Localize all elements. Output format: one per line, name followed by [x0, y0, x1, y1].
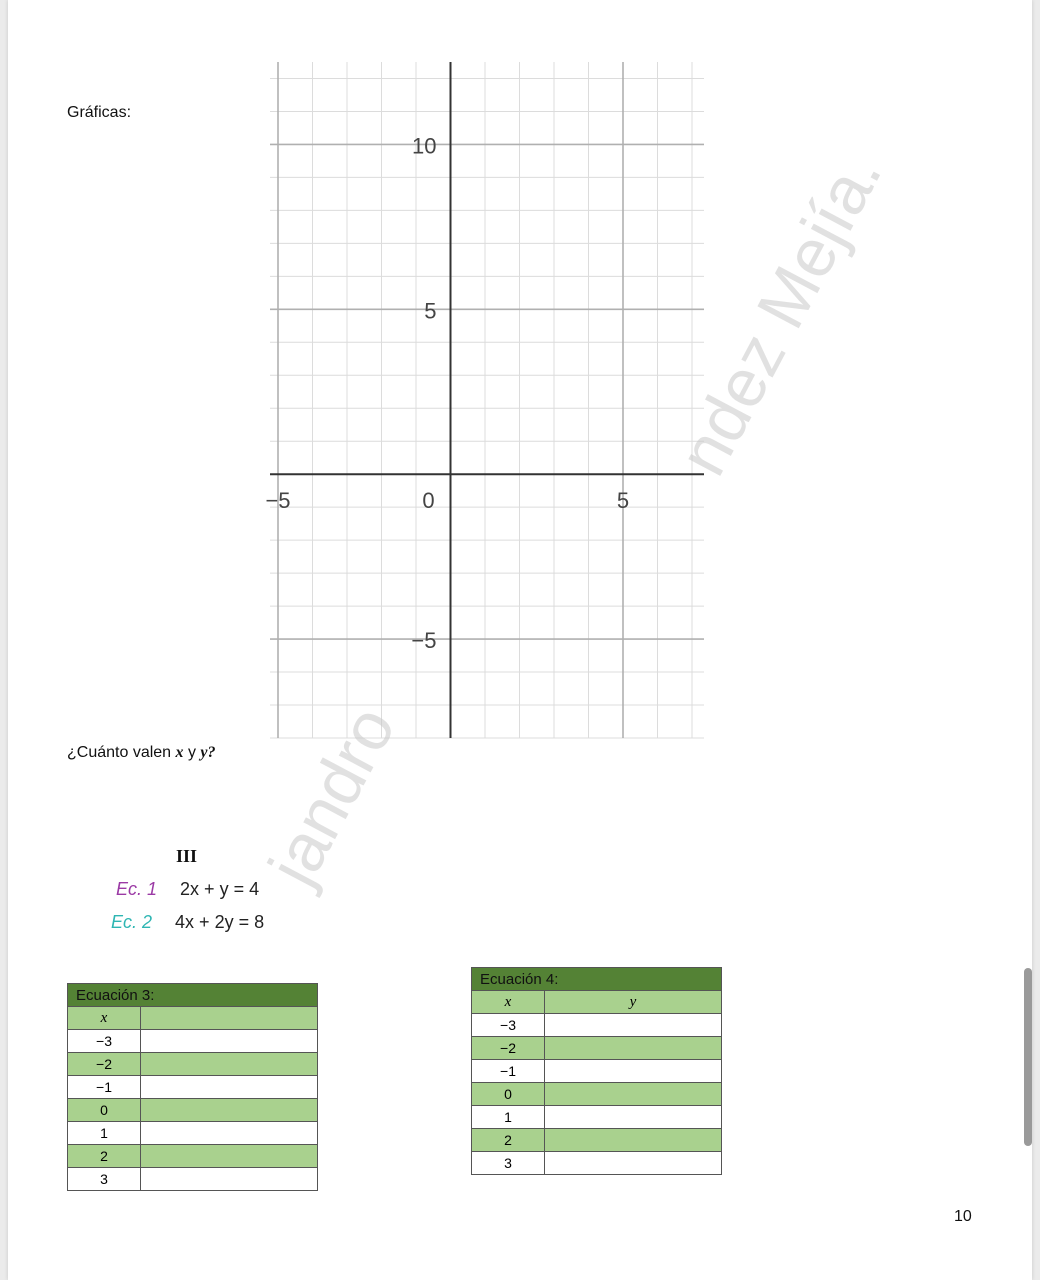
- x-tick-label: −5: [265, 488, 291, 514]
- grid-svg: [265, 62, 704, 738]
- equation-2-expr: 4x + 2y = 8: [175, 912, 265, 932]
- table3-title: Ecuación 3:: [68, 984, 318, 1007]
- watermark-text-2: jandro: [254, 694, 410, 898]
- table4-x-cell: −1: [472, 1060, 545, 1083]
- question-text: [67, 744, 216, 762]
- table4-x-cell: −3: [472, 1014, 545, 1037]
- table4-x-cell: −2: [472, 1037, 545, 1060]
- equation-1-tag: Ec. 1: [116, 879, 158, 899]
- table-ecuacion-3: [67, 983, 318, 1191]
- table-ecuacion-4: [471, 967, 722, 1175]
- section-number: III: [176, 846, 198, 866]
- table3-y-cell[interactable]: [141, 1076, 318, 1099]
- equation-1-expr: 2x + y = 4: [180, 879, 260, 899]
- x-tick-label: 0: [422, 488, 435, 514]
- table3-y-header[interactable]: [141, 1007, 318, 1030]
- page-number: 10: [954, 1208, 972, 1225]
- table4-x-cell: 0: [472, 1083, 545, 1106]
- table3-x-cell: −2: [68, 1053, 141, 1076]
- question-var-y: y: [200, 744, 208, 761]
- table4-y-cell[interactable]: [545, 1014, 722, 1037]
- table4-x-header: x: [472, 991, 545, 1014]
- question-mark: ?: [207, 744, 216, 761]
- question-prefix: ¿Cuánto valen: [67, 744, 176, 761]
- table3-x-cell: 0: [68, 1099, 141, 1122]
- table4-x-cell: 2: [472, 1129, 545, 1152]
- table4-x-cell: 1: [472, 1106, 545, 1129]
- table3-x-cell: 1: [68, 1122, 141, 1145]
- document-page: [8, 0, 1032, 1280]
- table4-y-cell[interactable]: [545, 1152, 722, 1175]
- table4-y-cell[interactable]: [545, 1060, 722, 1083]
- y-tick-label: −5: [411, 628, 437, 654]
- table4-y-cell[interactable]: [545, 1037, 722, 1060]
- table3-x-cell: −1: [68, 1076, 141, 1099]
- equation-2-tag: Ec. 2: [111, 912, 153, 932]
- table4-y-cell[interactable]: [545, 1129, 722, 1152]
- question-mid: y: [183, 744, 201, 761]
- equation-2: [111, 912, 264, 933]
- coordinate-grid: [265, 62, 704, 743]
- watermark-text: ndez Mejía.: [664, 140, 897, 488]
- y-tick-label: 5: [424, 298, 437, 324]
- table3-y-cell[interactable]: [141, 1122, 318, 1145]
- table3-x-cell: −3: [68, 1030, 141, 1053]
- table3-y-cell[interactable]: [141, 1168, 318, 1191]
- table4-y-cell[interactable]: [545, 1106, 722, 1129]
- table3-y-cell[interactable]: [141, 1099, 318, 1122]
- table3-y-cell[interactable]: [141, 1030, 318, 1053]
- table3-x-cell: 2: [68, 1145, 141, 1168]
- table4-title: Ecuación 4:: [472, 968, 722, 991]
- table3-y-cell[interactable]: [141, 1145, 318, 1168]
- table4-y-header: y: [545, 991, 722, 1014]
- y-tick-label: 10: [412, 133, 437, 159]
- equation-1: [116, 879, 259, 900]
- table3-y-cell[interactable]: [141, 1053, 318, 1076]
- table3-x-header: x: [68, 1007, 141, 1030]
- table3-x-cell: 3: [68, 1168, 141, 1191]
- question-var-x: x: [175, 744, 184, 761]
- scrollbar-thumb[interactable]: [1024, 968, 1032, 1146]
- graficas-label: Gráficas:: [67, 104, 132, 121]
- table4-y-cell[interactable]: [545, 1083, 722, 1106]
- table4-x-cell: 3: [472, 1152, 545, 1175]
- x-tick-label: 5: [616, 488, 630, 514]
